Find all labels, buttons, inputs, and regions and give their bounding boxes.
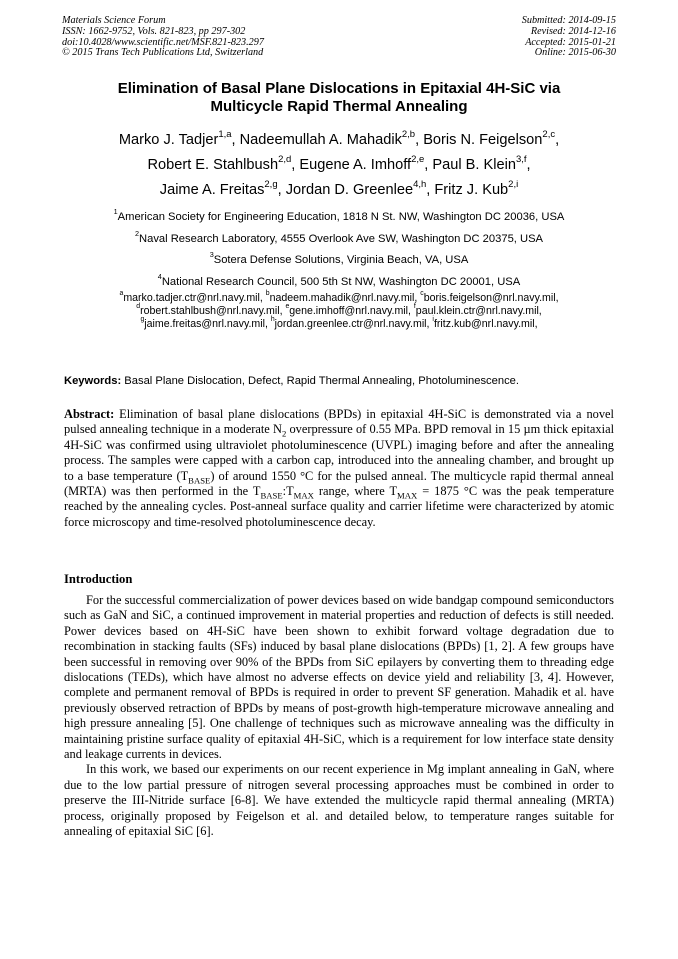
keywords bbox=[64, 374, 616, 388]
title-line-2: Multicycle Rapid Thermal Annealing bbox=[210, 98, 468, 115]
author-line: Jaime A. Freitas$^{2,g}$, Jordan D. Greenlee$^{4,h}$, Fritz J. Kub$^{2,i}$ bbox=[159, 178, 519, 198]
email-sup: a bbox=[119, 290, 124, 298]
subscript: BASE bbox=[260, 490, 283, 501]
abstract-text: ) of around 1550 °C for the pulsed anneal. The multicycle rapid thermal anneal (MRTA) was then performed in the T bbox=[64, 468, 614, 499]
author-name: Jaime A. Freitas bbox=[159, 182, 265, 198]
author-sup: 1,a bbox=[218, 128, 232, 140]
affiliation-text: Sotera Defense Solutions, Virginia Beach, VA, USA bbox=[213, 254, 469, 266]
email-sup: h bbox=[270, 316, 275, 324]
author-sup: 2,b bbox=[401, 128, 416, 140]
author-line: Robert E. Stahlbush$^{2,d}$, Eugene A. Imhoff$^{2,e}$, Paul B. Klein$^{3,f}$, bbox=[147, 153, 531, 173]
affiliation bbox=[30, 250, 648, 272]
author-name: Boris N. Feigelson bbox=[423, 132, 543, 148]
email-link[interactable]: paul.klein.ctr@nrl.navy.mil, bbox=[415, 305, 542, 317]
paragraph: For the successful commercialization of power devices based on wide bandgap compound semiconductors such as GaN and SiC, a continued improvement in material properties and reduction of defects is still needed. Power devices based on 4H-SiC have been shown to exhibit forward voltage degradation due to recombination in stacking faults (SFs) induced by basal plane dislocations (BPDs) [1, 2]. A few groups have been successful in removing over 90% of the BPDs from SiC epilayers by converting them to threading edge dislocations (TEDs), which have almost no adverse effects on device yield and reliability [3, 4]. However, complete and permanent removal of BPDs is required in order to prevent SF generation. Mahadik et al. have previously observed retraction of BPDs by means of post-growth high-temperature microwave annealing and high pressure annealing [5]. One challenge of techniques such as microwave annealing was the difficulty in maintaining pristine surface quality of epitaxial 4H-SiC, which is a requirement for low interface state density and leakage currents in devices. bbox=[64, 593, 614, 762]
affiliation-text: National Research Council, 500 5th St NW, Washington DC 20001, USA bbox=[161, 275, 521, 288]
subscript: MAX bbox=[397, 490, 418, 501]
title-line-1: Elimination of Basal Plane Dislocations in Epitaxial 4H-SiC via bbox=[117, 80, 561, 97]
keywords-label: Keywords: bbox=[64, 375, 122, 387]
paragraph: In this work, we based our experiments on our recent experience in Mg implant annealing in GaN, where due to the low partial pressure of nitrogen several processing approaches must be combined in order to preserve the III-Nitride surface [6-8]. We have extended the multicycle rapid thermal annealing (MRTA) process, originally proposed by Feigelson et al. and detailed below, to temperature ranges suitable for annealing of epitaxial SiC [6]. bbox=[64, 762, 614, 839]
section-heading-introduction: Introduction bbox=[64, 572, 133, 586]
author-name: Jordan D. Greenlee bbox=[285, 182, 414, 198]
doi-line: doi:10.4028/www.scientific.net/MSF.821-823.297 bbox=[62, 36, 264, 48]
author-sup: 2,e bbox=[411, 153, 425, 165]
affiliation-number: 2 bbox=[134, 228, 140, 238]
email-link[interactable]: jordan.greenlee.ctr@nrl.navy.mil, bbox=[274, 318, 433, 330]
abstract-text: range, where T bbox=[313, 484, 398, 499]
abstract-text: = 1875 °C was the peak temperature reached by the annealing cycles. Post-anneal surface quality and carrier lifetime were characterized by atomic force microscopy and time-resolved photoluminescence decay. bbox=[64, 484, 614, 529]
journal-name: Materials Science Forum bbox=[62, 15, 166, 26]
email-link[interactable]: marko.tadjer.ctr@nrl.navy.mil, bbox=[123, 292, 266, 304]
author-name: Fritz J. Kub bbox=[434, 182, 509, 198]
abstract-text: overpressure of 0.55 MPa. BPD removal in 15 µm thick epitaxial 4H-SiC was confirmed using ultraviolet photoluminescence (UVPL) imaging before and after the annealing process. The samples were capped with a carbon cap, introduced into the annealing chamber, and brought up to a base temperature (T bbox=[64, 422, 615, 483]
submission-dates bbox=[522, 16, 616, 59]
author-name: Robert E. Stahlbush bbox=[147, 157, 279, 173]
journal-info bbox=[62, 16, 264, 59]
email-sup: g bbox=[140, 316, 145, 324]
email-link[interactable]: gene.imhoff@nrl.navy.mil, bbox=[289, 305, 414, 317]
affiliation-number: 1 bbox=[113, 207, 118, 217]
subscript: MAX bbox=[293, 490, 314, 501]
author-sup: 2,i bbox=[508, 178, 519, 190]
affiliation bbox=[30, 207, 648, 229]
subscript: BASE bbox=[188, 475, 211, 486]
abstract-label: Abstract: bbox=[64, 407, 115, 421]
email-row bbox=[30, 305, 648, 318]
email-link[interactable]: jaime.freitas@nrl.navy.mil, bbox=[144, 318, 271, 330]
affiliation-text: Naval Research Laboratory, 4555 Overlook Ave SW, Washington DC 20375, USA bbox=[139, 232, 544, 245]
email-link[interactable]: fritz.kub@nrl.navy.mil, bbox=[433, 318, 538, 330]
email-link[interactable]: robert.stahlbush@nrl.navy.mil, bbox=[140, 305, 286, 317]
author-line: Marko J. Tadjer$^{1,a}$, Nadeemullah A. Mahadik$^{2,b}$, Boris N. Feigelson$^{2,c}$, bbox=[118, 128, 560, 148]
affiliation-text: American Society for Engineering Education, 1818 N St. NW, Washington DC 20036, USA bbox=[117, 211, 565, 223]
abstract-text: :T bbox=[282, 484, 294, 499]
email-sup: b bbox=[265, 290, 270, 298]
email-row bbox=[30, 318, 648, 331]
author-name: Eugene A. Imhoff bbox=[299, 157, 412, 173]
keywords-text: Basal Plane Dislocation, Defect, Rapid Thermal Annealing, Photoluminescence. bbox=[121, 375, 519, 387]
author-name: Nadeemullah A. Mahadik bbox=[239, 132, 402, 148]
affiliation bbox=[30, 229, 648, 251]
author-sup: 3,f bbox=[515, 153, 527, 165]
author-name: Paul B. Klein bbox=[432, 157, 516, 173]
email-sup: d bbox=[136, 303, 141, 311]
author-sup: 2,g bbox=[264, 178, 278, 190]
email-sup: f bbox=[413, 303, 416, 311]
submitted-date: Submitted: 2014-09-15 bbox=[521, 15, 616, 26]
affiliation-number: 3 bbox=[209, 250, 214, 260]
affiliations bbox=[30, 207, 648, 293]
email-sup: c bbox=[420, 290, 424, 298]
author-name: Marko J. Tadjer bbox=[118, 132, 219, 148]
author-emails bbox=[30, 292, 648, 331]
email-link[interactable]: boris.feigelson@nrl.navy.mil, bbox=[423, 292, 559, 304]
issn-line: ISSN: 1662-9752, Vols. 821-823, pp 297-302 bbox=[62, 25, 246, 37]
abstract-text: Elimination of basal plane dislocations (BPDs) in epitaxial 4H-SiC is demonstrated via a novel pulsed annealing technique in a moderate N bbox=[64, 407, 614, 437]
affiliation-number: 4 bbox=[157, 271, 162, 281]
author-sup: 2,c bbox=[542, 128, 556, 140]
author-list bbox=[30, 128, 648, 203]
email-sup: i bbox=[432, 316, 434, 324]
author-sup: 2,d bbox=[278, 153, 292, 165]
paper-title bbox=[40, 80, 638, 116]
author-sup: 4,h bbox=[413, 178, 427, 190]
email-row bbox=[30, 292, 648, 305]
copyright-line: © 2015 Trans Tech Publications Ltd, Switzerland bbox=[62, 47, 264, 59]
accepted-date: Accepted: 2015-01-21 bbox=[525, 36, 616, 48]
email-sup: e bbox=[285, 303, 290, 311]
abstract bbox=[64, 407, 614, 530]
online-date: Online: 2015-06-30 bbox=[534, 47, 616, 59]
introduction-body bbox=[64, 593, 614, 840]
email-link[interactable]: nadeem.mahadik@nrl.navy.mil, bbox=[269, 292, 421, 304]
subscript: 2 bbox=[281, 428, 287, 439]
revised-date: Revised: 2014-12-16 bbox=[530, 25, 616, 37]
